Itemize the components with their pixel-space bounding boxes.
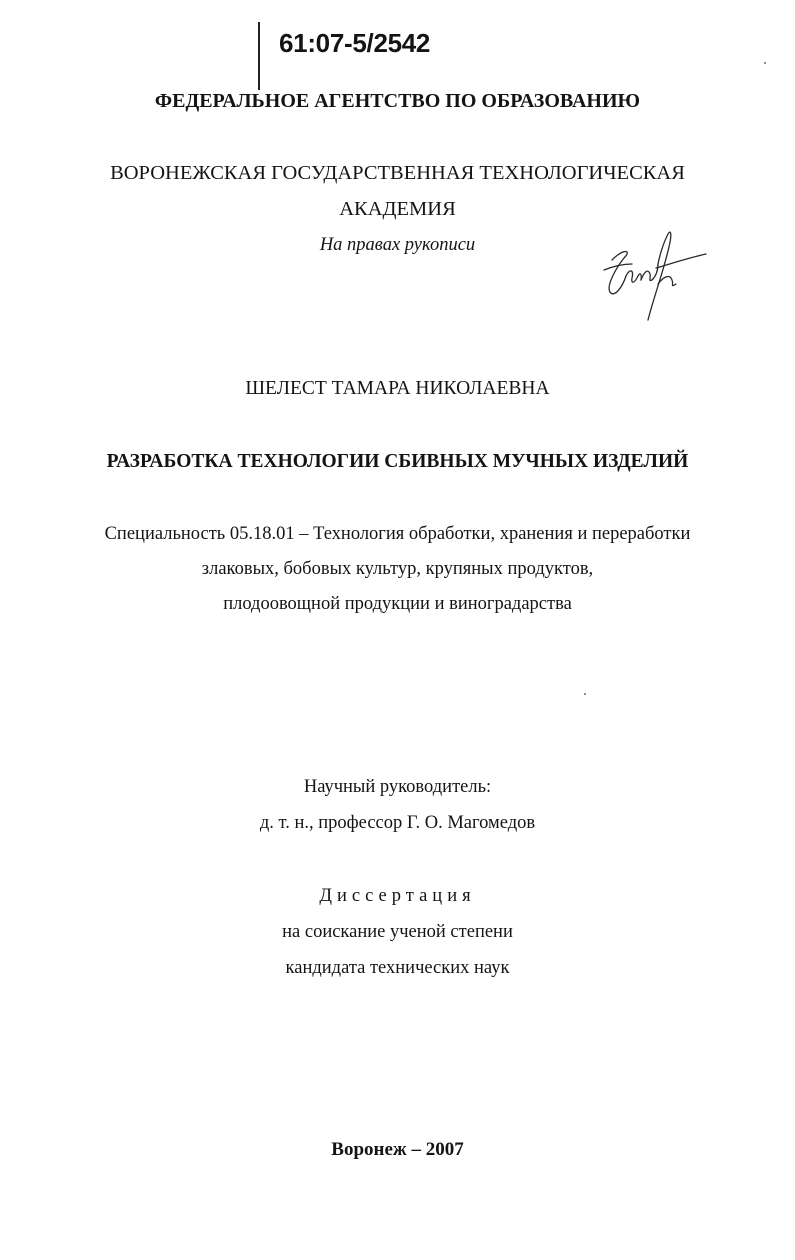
advisor-label: Научный руководитель: bbox=[303, 777, 492, 797]
advisor-name: д. т. н., профессор Г. О. Магомедов bbox=[259, 813, 536, 833]
thesis-title: РАЗРАБОТКА ТЕХНОЛОГИИ СБИВНЫХ МУЧНЫХ ИЗДЕЛИЙ bbox=[106, 451, 689, 472]
specialty-line2: злаковых, бобовых культур, крупяных продуктов, bbox=[201, 559, 594, 579]
degree-line2: кандидата технических наук bbox=[285, 958, 510, 978]
specialty-line3: плодоовощной продукции и виноградарства bbox=[223, 594, 572, 614]
degree-line1: на соискание ученой степени bbox=[282, 922, 513, 942]
dissertation-label: Диссертация bbox=[319, 886, 476, 906]
handwritten-signature bbox=[598, 228, 710, 324]
city-year: Воронеж – 2007 bbox=[331, 1139, 464, 1160]
scan-speck bbox=[584, 693, 586, 695]
author-name: ШЕЛЕСТ ТАМАРА НИКОЛАЕВНА bbox=[245, 378, 550, 399]
manuscript-note: На правах рукописи bbox=[319, 235, 476, 255]
stamp-bar bbox=[258, 22, 260, 90]
library-stamp-number: 61:07-5/2542 bbox=[279, 28, 431, 58]
specialty-line1: Специальность 05.18.01 – Технология обработки, хранения и переработки bbox=[104, 524, 691, 544]
academy-name-line2: АКАДЕМИЯ bbox=[339, 198, 456, 220]
scan-speck bbox=[764, 62, 766, 64]
agency-heading: ФЕДЕРАЛЬНОЕ АГЕНТСТВО ПО ОБРАЗОВАНИЮ bbox=[154, 90, 641, 112]
academy-name-line1: ВОРОНЕЖСКАЯ ГОСУДАРСТВЕННАЯ ТЕХНОЛОГИЧЕСКАЯ bbox=[110, 162, 685, 184]
